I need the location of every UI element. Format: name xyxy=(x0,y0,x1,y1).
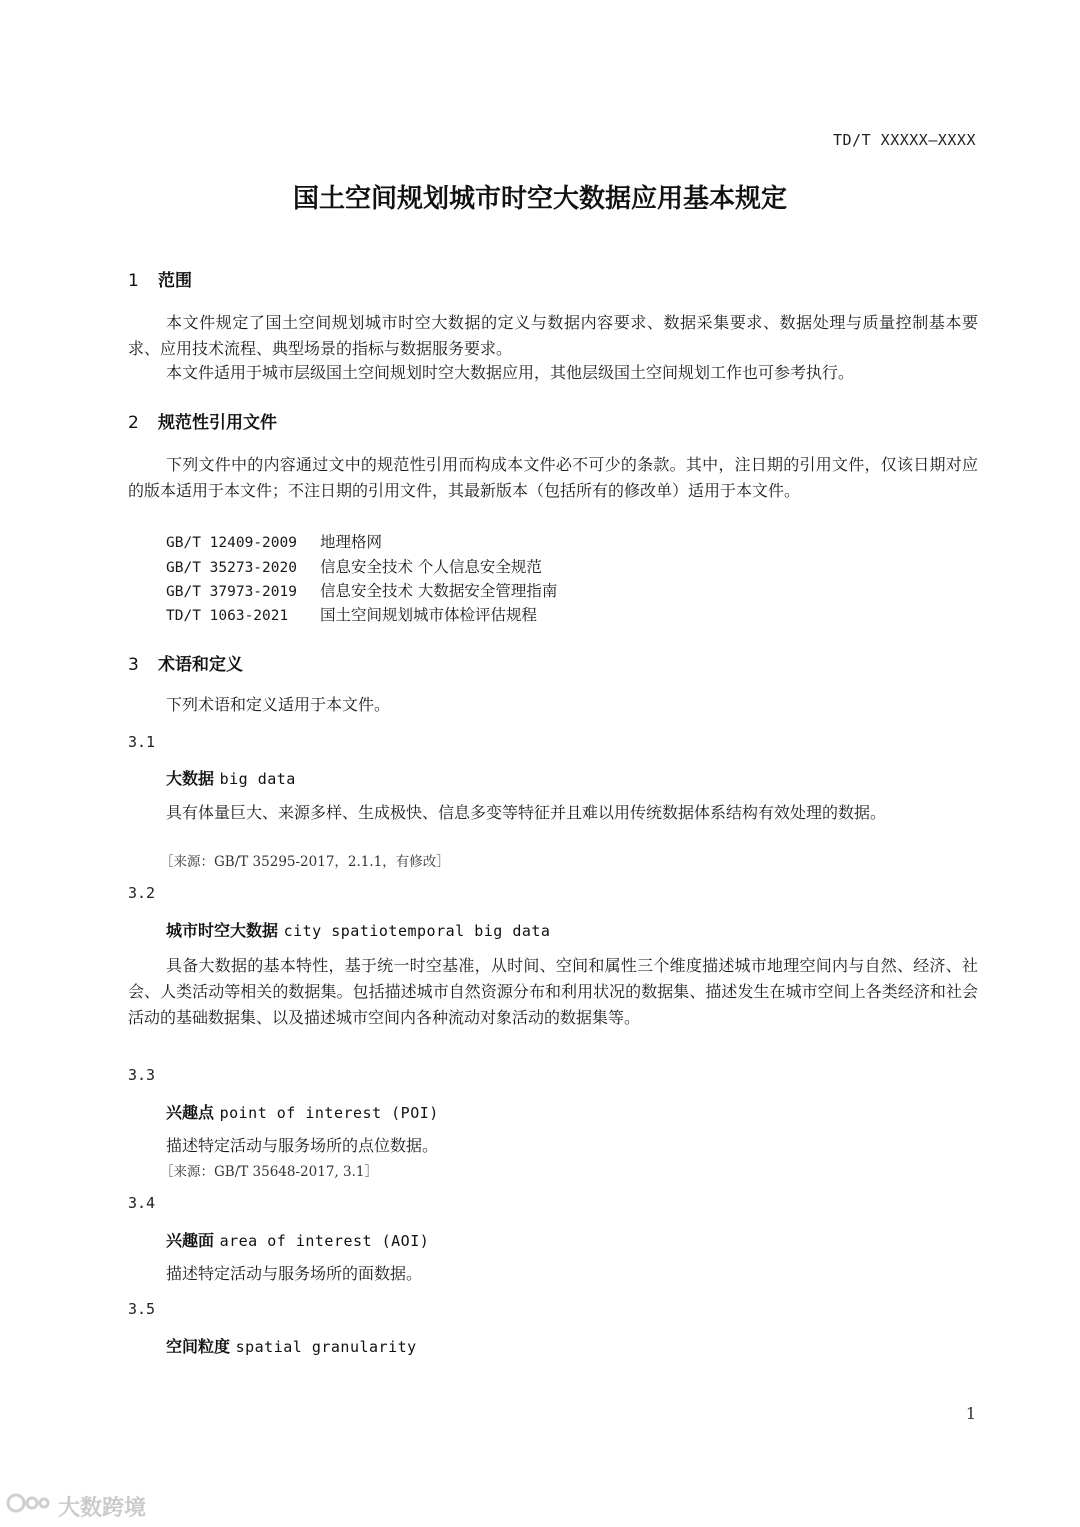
term-name xyxy=(166,1334,417,1357)
term-en: area of interest (AOI) xyxy=(219,1232,430,1250)
term-en: spatial granularity xyxy=(235,1338,417,1356)
reference-item xyxy=(166,530,382,552)
term-source: ［来源：GB/T 35648-2017, 3.1］ xyxy=(160,1164,378,1180)
term-number: 3.2 xyxy=(128,884,156,902)
term-source: ［来源：GB/T 35295-2017，2.1.1，有修改］ xyxy=(160,854,450,870)
reference-item xyxy=(166,603,537,625)
term-number: 3.1 xyxy=(128,733,156,751)
references-intro: 下列文件中的内容通过文中的规范性引用而构成本文件必不可少的条款。其中，注日期的引用文件，仅该日期对应的版本适用于本文件；不注日期的引用文件，其最新版本（包括所有的修改单）适用于本文件。 xyxy=(128,455,978,500)
scope-paragraph-1: 本文件规定了国土空间规划城市时空大数据的定义与数据内容要求、数据采集要求、数据处理与质量控制基本要求、应用技术流程、典型场景的指标与数据服务要求。 xyxy=(128,313,978,358)
section-3-heading xyxy=(128,650,243,675)
term-name xyxy=(166,918,550,941)
section-title: 规范性引用文件 xyxy=(158,413,277,433)
term-number: 3.5 xyxy=(128,1300,156,1318)
document-title: 国土空间规划城市时空大数据应用基本规定 xyxy=(292,184,787,214)
term-number: 3.4 xyxy=(128,1194,156,1212)
reference-title: 国土空间规划城市体检评估规程 xyxy=(320,606,538,624)
term-number: 3.3 xyxy=(128,1066,156,1084)
term-name xyxy=(166,766,296,789)
term-zh: 兴趣点 xyxy=(166,1103,215,1122)
section-number: 3 xyxy=(128,655,139,675)
reference-code: TD/T 1063-2021 xyxy=(166,608,289,624)
term-zh: 空间粒度 xyxy=(166,1337,231,1356)
term-name xyxy=(166,1100,439,1123)
terms-intro: 下列术语和定义适用于本文件。 xyxy=(166,695,391,714)
term-definition: 描述特定活动与服务场所的面数据。 xyxy=(166,1264,423,1283)
watermark-text: 大数跨境 xyxy=(58,1495,147,1521)
term-en: point of interest (POI) xyxy=(219,1104,439,1122)
page-number: 1 xyxy=(965,1404,976,1423)
reference-code: GB/T 12409-2009 xyxy=(166,535,297,551)
section-2-heading xyxy=(128,408,277,433)
reference-title: 信息安全技术 个人信息安全规范 xyxy=(320,558,542,576)
scope-paragraph-2: 本文件适用于城市层级国土空间规划时空大数据应用，其他层级国土空间规划工作也可参考执行。 xyxy=(166,363,855,382)
reference-code: GB/T 35273-2020 xyxy=(166,560,297,576)
reference-code: GB/T 37973-2019 xyxy=(166,584,297,600)
term-zh: 大数据 xyxy=(166,769,215,788)
reference-item xyxy=(166,555,542,577)
section-title: 范围 xyxy=(158,271,192,291)
reference-title: 信息安全技术 大数据安全管理指南 xyxy=(320,582,558,600)
reference-item xyxy=(166,579,557,601)
term-zh: 兴趣面 xyxy=(166,1231,215,1250)
section-1-heading xyxy=(128,266,192,291)
term-en: city spatiotemporal big data xyxy=(283,922,551,940)
term-definition: 具有体量巨大、来源多样、生成极快、信息多变等特征并且难以用传统数据体系结构有效处理的数据。 xyxy=(166,803,887,822)
section-title: 术语和定义 xyxy=(158,655,243,675)
term-en: big data xyxy=(219,770,296,788)
section-number: 2 xyxy=(128,413,139,433)
watermark-logo-icon xyxy=(6,1490,52,1522)
document-code: TD/T XXXXX—XXXX xyxy=(833,131,976,149)
term-definition: 具备大数据的基本特性，基于统一时空基准，从时间、空间和属性三个维度描述城市地理空间内与自然、经济、社会、人类活动等相关的数据集。包括描述城市自然资源分布和利用状况的数据集、描述发生在城市空间上各类经济和社会活动的基础数据集、以及描述城市空间内各种流动对象活动的数据集等。 xyxy=(128,956,978,1027)
reference-title: 地理格网 xyxy=(320,533,383,551)
section-number: 1 xyxy=(128,271,139,291)
watermark xyxy=(6,1490,146,1522)
term-name xyxy=(166,1228,429,1251)
term-definition: 描述特定活动与服务场所的点位数据。 xyxy=(166,1136,439,1155)
term-zh: 城市时空大数据 xyxy=(166,921,279,940)
